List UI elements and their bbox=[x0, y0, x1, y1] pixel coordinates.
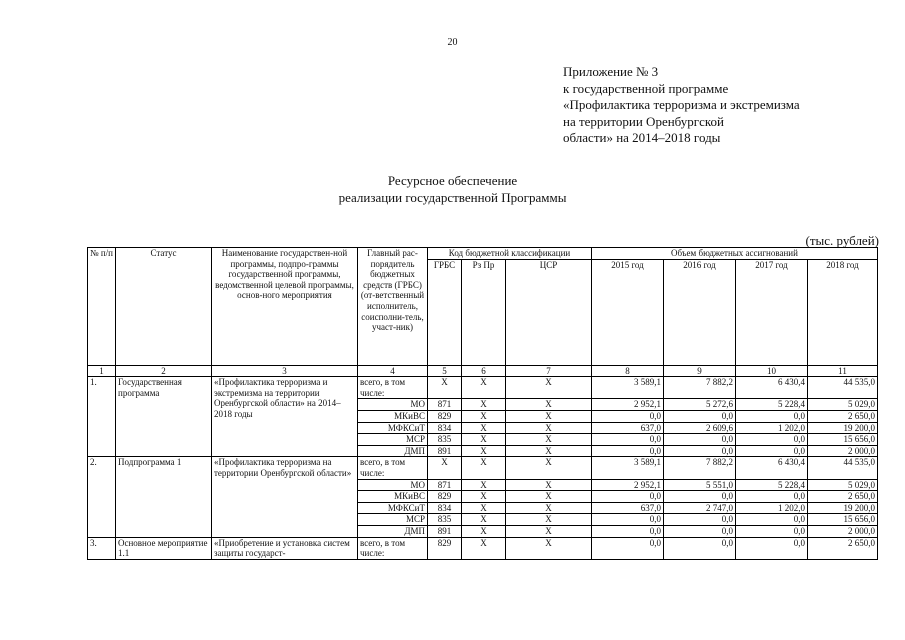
row-2017: 0,0 bbox=[736, 434, 808, 446]
row-2017: 0,0 bbox=[736, 491, 808, 503]
page-number: 20 bbox=[447, 37, 458, 48]
row-2015: 0,0 bbox=[592, 514, 664, 526]
row-code: 834 bbox=[428, 502, 462, 514]
row-csr: X bbox=[506, 502, 592, 514]
row-2018: 2 650,0 bbox=[808, 491, 878, 503]
header-2016: 2016 год bbox=[664, 259, 736, 365]
row-csr: X bbox=[506, 514, 592, 526]
row-rzpr: X bbox=[462, 537, 506, 559]
row-2016: 5 272,6 bbox=[664, 399, 736, 411]
row-code: X bbox=[428, 377, 462, 399]
row-rzpr: X bbox=[462, 422, 506, 434]
row-code: 829 bbox=[428, 537, 462, 559]
row-status: Подпрограмма 1 bbox=[116, 457, 212, 537]
header-name: Наименование государствен-ной программы, подпро-граммы государственной программы, ведомственной целевой программы, основ-ного мероприятия bbox=[212, 248, 358, 366]
row-grbs: МФКСиТ bbox=[358, 422, 428, 434]
appendix-line: Приложение № 3 bbox=[563, 64, 659, 79]
row-2016: 2 747,0 bbox=[664, 502, 736, 514]
appendix-line: к государственной программе bbox=[563, 80, 729, 96]
row-csr: X bbox=[506, 479, 592, 491]
row-2017: 6 430,4 bbox=[736, 457, 808, 479]
appendix-line: области» на 2014–2018 годы bbox=[563, 130, 721, 145]
row-2015: 0,0 bbox=[592, 491, 664, 503]
row-name: «Приобретение и установка систем защиты государст- bbox=[212, 537, 358, 559]
table-row bbox=[88, 377, 878, 399]
header-status: Статус bbox=[116, 248, 212, 366]
row-2018: 44 535,0 bbox=[808, 377, 878, 399]
row-csr: X bbox=[506, 537, 592, 559]
header-row bbox=[88, 248, 878, 260]
column-number: 6 bbox=[462, 365, 506, 377]
row-code: X bbox=[428, 457, 462, 479]
row-2015: 637,0 bbox=[592, 422, 664, 434]
header-kbk-csr: ЦСР bbox=[506, 259, 592, 365]
row-number: 1. bbox=[88, 377, 116, 457]
row-2017: 5 228,4 bbox=[736, 399, 808, 411]
header-kbk-rzpr: Рз Пр bbox=[462, 259, 506, 365]
row-csr: X bbox=[506, 422, 592, 434]
row-2016: 0,0 bbox=[664, 525, 736, 537]
table-row bbox=[88, 537, 878, 559]
row-rzpr: X bbox=[462, 457, 506, 479]
row-rzpr: X bbox=[462, 514, 506, 526]
row-csr: X bbox=[506, 525, 592, 537]
row-2016: 0,0 bbox=[664, 445, 736, 457]
row-2015: 0,0 bbox=[592, 445, 664, 457]
column-number: 5 bbox=[428, 365, 462, 377]
row-2016: 0,0 bbox=[664, 410, 736, 422]
row-2017: 0,0 bbox=[736, 410, 808, 422]
row-csr: X bbox=[506, 491, 592, 503]
row-rzpr: X bbox=[462, 377, 506, 399]
row-2018: 2 650,0 bbox=[808, 537, 878, 559]
row-grbs: ДМП bbox=[358, 525, 428, 537]
row-2017: 5 228,4 bbox=[736, 479, 808, 491]
row-grbs: МФКСиТ bbox=[358, 502, 428, 514]
appendix-block bbox=[563, 64, 800, 147]
row-code: 835 bbox=[428, 434, 462, 446]
row-code: 829 bbox=[428, 491, 462, 503]
row-grbs: всего, в том числе: bbox=[358, 457, 428, 479]
column-number: 3 bbox=[212, 365, 358, 377]
document-title bbox=[0, 172, 905, 206]
row-grbs: МСР bbox=[358, 514, 428, 526]
row-2018: 44 535,0 bbox=[808, 457, 878, 479]
units-label: (тыс. рублей) bbox=[805, 233, 879, 248]
row-2015: 0,0 bbox=[592, 537, 664, 559]
row-rzpr: X bbox=[462, 434, 506, 446]
appendix-line: на территории Оренбургской bbox=[563, 113, 725, 129]
row-csr: X bbox=[506, 399, 592, 411]
row-2016: 2 609,6 bbox=[664, 422, 736, 434]
row-2015: 2 952,1 bbox=[592, 479, 664, 491]
row-2015: 3 589,1 bbox=[592, 377, 664, 399]
row-2017: 1 202,0 bbox=[736, 502, 808, 514]
row-2017: 0,0 bbox=[736, 514, 808, 526]
row-grbs: МО bbox=[358, 399, 428, 411]
row-rzpr: X bbox=[462, 491, 506, 503]
row-2018: 19 200,0 bbox=[808, 422, 878, 434]
row-rzpr: X bbox=[462, 525, 506, 537]
row-rzpr: X bbox=[462, 399, 506, 411]
row-code: 834 bbox=[428, 422, 462, 434]
row-grbs: МО bbox=[358, 479, 428, 491]
row-2015: 0,0 bbox=[592, 434, 664, 446]
row-code: 891 bbox=[428, 445, 462, 457]
row-status: Основное мероприятие 1.1 bbox=[116, 537, 212, 559]
appendix-line: «Профилактика терроризма и экстремизма bbox=[563, 97, 800, 112]
row-2018: 19 200,0 bbox=[808, 502, 878, 514]
row-grbs: МКиВС bbox=[358, 491, 428, 503]
row-code: 871 bbox=[428, 399, 462, 411]
row-2017: 6 430,4 bbox=[736, 377, 808, 399]
row-grbs: ДМП bbox=[358, 445, 428, 457]
row-rzpr: X bbox=[462, 445, 506, 457]
row-code: 891 bbox=[428, 525, 462, 537]
row-grbs: МСР bbox=[358, 434, 428, 446]
row-2017: 0,0 bbox=[736, 525, 808, 537]
row-grbs: МКиВС bbox=[358, 410, 428, 422]
column-number: 7 bbox=[506, 365, 592, 377]
row-name: «Профилактика терроризма и экстремизма на территории Оренбургской области» на 2014–2018 годы bbox=[212, 377, 358, 457]
column-number: 8 bbox=[592, 365, 664, 377]
column-number: 10 bbox=[736, 365, 808, 377]
row-csr: X bbox=[506, 434, 592, 446]
row-2015: 0,0 bbox=[592, 525, 664, 537]
header-2018: 2018 год bbox=[808, 259, 878, 365]
title-line: Ресурсное обеспечение bbox=[387, 173, 518, 188]
row-2018: 2 000,0 bbox=[808, 445, 878, 457]
row-status: Государственная программа bbox=[116, 377, 212, 457]
column-number: 9 bbox=[664, 365, 736, 377]
row-name: «Профилактика терроризма на территории Оренбургской области» bbox=[212, 457, 358, 537]
row-code: 871 bbox=[428, 479, 462, 491]
row-csr: X bbox=[506, 377, 592, 399]
row-rzpr: X bbox=[462, 502, 506, 514]
row-2016: 5 551,0 bbox=[664, 479, 736, 491]
row-2018: 2 000,0 bbox=[808, 525, 878, 537]
row-number: 2. bbox=[88, 457, 116, 537]
header-2015: 2015 год bbox=[592, 259, 664, 365]
row-number: 3. bbox=[88, 537, 116, 559]
column-number: 11 bbox=[808, 365, 878, 377]
row-2017: 0,0 bbox=[736, 445, 808, 457]
table-row bbox=[88, 457, 878, 479]
resource-table bbox=[87, 247, 878, 560]
header-kbk-grbs: ГРБС bbox=[428, 259, 462, 365]
row-grbs: всего, в том числе: bbox=[358, 377, 428, 399]
row-2018: 15 656,0 bbox=[808, 514, 878, 526]
column-number: 4 bbox=[358, 365, 428, 377]
row-2018: 5 029,0 bbox=[808, 399, 878, 411]
row-2018: 15 656,0 bbox=[808, 434, 878, 446]
column-number-row bbox=[88, 365, 878, 377]
row-2016: 0,0 bbox=[664, 491, 736, 503]
row-2015: 2 952,1 bbox=[592, 399, 664, 411]
row-csr: X bbox=[506, 457, 592, 479]
row-2017: 1 202,0 bbox=[736, 422, 808, 434]
header-grbs: Главный рас-порядитель бюджетных средств (ГРБС) (от-ветственный исполнитель, соисполни-тель, участ-ник) bbox=[358, 248, 428, 366]
row-2017: 0,0 bbox=[736, 537, 808, 559]
row-2016: 0,0 bbox=[664, 537, 736, 559]
row-code: 835 bbox=[428, 514, 462, 526]
row-csr: X bbox=[506, 410, 592, 422]
header-kbk-group: Код бюджетной классификации bbox=[428, 248, 592, 260]
row-2016: 7 882,2 bbox=[664, 457, 736, 479]
row-2016: 0,0 bbox=[664, 514, 736, 526]
row-2016: 0,0 bbox=[664, 434, 736, 446]
row-2018: 2 650,0 bbox=[808, 410, 878, 422]
column-number: 2 bbox=[116, 365, 212, 377]
row-2015: 637,0 bbox=[592, 502, 664, 514]
row-csr: X bbox=[506, 445, 592, 457]
header-num: № п/п bbox=[88, 248, 116, 366]
row-rzpr: X bbox=[462, 410, 506, 422]
header-volume-group: Объем бюджетных ассигнований bbox=[592, 248, 878, 260]
row-2016: 7 882,2 bbox=[664, 377, 736, 399]
column-number: 1 bbox=[88, 365, 116, 377]
row-2015: 3 589,1 bbox=[592, 457, 664, 479]
title-line: реализации государственной Программы bbox=[338, 190, 567, 205]
row-2015: 0,0 bbox=[592, 410, 664, 422]
row-2018: 5 029,0 bbox=[808, 479, 878, 491]
row-grbs: всего, в том числе: bbox=[358, 537, 428, 559]
header-2017: 2017 год bbox=[736, 259, 808, 365]
row-rzpr: X bbox=[462, 479, 506, 491]
row-code: 829 bbox=[428, 410, 462, 422]
